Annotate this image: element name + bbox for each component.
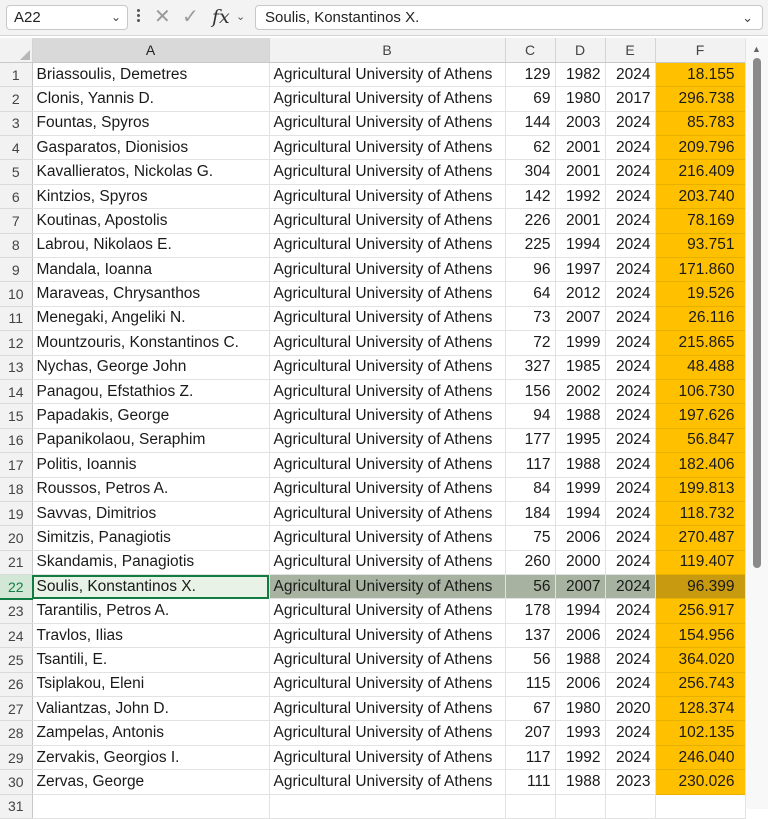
row-header[interactable]: 24 <box>0 623 32 647</box>
cell-university[interactable]: Agricultural University of Athens <box>269 136 505 160</box>
cell-d[interactable]: 1997 <box>555 258 605 282</box>
cell-e[interactable] <box>605 794 655 818</box>
cell-d[interactable]: 1980 <box>555 87 605 111</box>
cell-e[interactable]: 2024 <box>605 306 655 330</box>
cell-d[interactable]: 2001 <box>555 209 605 233</box>
table-row <box>0 87 745 111</box>
cancel-icon[interactable]: ✕ <box>154 6 171 28</box>
column-header-b[interactable]: B <box>269 38 505 62</box>
cell-d[interactable]: 1994 <box>555 233 605 257</box>
column-header-f[interactable]: F <box>655 38 745 62</box>
cell-d[interactable]: 1995 <box>555 428 605 452</box>
cell-c[interactable]: 96 <box>505 258 555 282</box>
cell-e[interactable]: 2024 <box>605 721 655 745</box>
cell-c[interactable]: 129 <box>505 62 555 86</box>
cell-f[interactable]: 256.917 <box>655 599 745 623</box>
cell-d[interactable]: 2006 <box>555 526 605 550</box>
table-row <box>0 355 745 379</box>
row-header[interactable]: 26 <box>0 672 32 696</box>
column-header-a[interactable]: A <box>32 38 269 62</box>
cell-e[interactable]: 2024 <box>605 404 655 428</box>
cell-e[interactable]: 2024 <box>605 62 655 86</box>
table-row <box>0 428 745 452</box>
cell-d[interactable]: 1994 <box>555 501 605 525</box>
cell-e[interactable]: 2020 <box>605 697 655 721</box>
cell-c[interactable]: 184 <box>505 501 555 525</box>
cell-f[interactable]: 96.399 <box>655 575 745 599</box>
cell-c[interactable]: 225 <box>505 233 555 257</box>
cell-e[interactable]: 2024 <box>605 550 655 574</box>
cell-name[interactable]: Zampelas, Antonis <box>32 721 269 745</box>
cell-c[interactable]: 72 <box>505 331 555 355</box>
table-row <box>0 672 745 696</box>
cell-c[interactable]: 156 <box>505 379 555 403</box>
cell-university[interactable]: Agricultural University of Athens <box>269 209 505 233</box>
cell-d[interactable]: 1992 <box>555 184 605 208</box>
cell-university[interactable]: Agricultural University of Athens <box>269 233 505 257</box>
table-row <box>0 111 745 135</box>
cell-d[interactable]: 1999 <box>555 477 605 501</box>
row-header[interactable]: 13 <box>0 355 32 379</box>
cell-f[interactable]: 85.783 <box>655 111 745 135</box>
cell-name[interactable]: Papanikolaou, Seraphim <box>32 428 269 452</box>
cell-e[interactable]: 2024 <box>605 648 655 672</box>
cell-name[interactable]: Travlos, Ilias <box>32 623 269 647</box>
cell-c[interactable] <box>505 794 555 818</box>
cell-f[interactable]: 270.487 <box>655 526 745 550</box>
table-row <box>0 209 745 233</box>
cell-d[interactable]: 1993 <box>555 721 605 745</box>
cell-c[interactable]: 178 <box>505 599 555 623</box>
cell-f[interactable]: 216.409 <box>655 160 745 184</box>
table-row <box>0 160 745 184</box>
cell-c[interactable]: 56 <box>505 575 555 599</box>
row-header[interactable]: 18 <box>0 477 32 501</box>
cell-d[interactable]: 2002 <box>555 379 605 403</box>
cell-f[interactable] <box>655 794 745 818</box>
cell-f[interactable]: 18.155 <box>655 62 745 86</box>
cell-name[interactable]: Skandamis, Panagiotis <box>32 550 269 574</box>
cell-f[interactable]: 203.740 <box>655 184 745 208</box>
cell-name[interactable]: Maraveas, Chrysanthos <box>32 282 269 306</box>
cell-e[interactable]: 2024 <box>605 209 655 233</box>
cell-name[interactable]: Zervas, George <box>32 770 269 794</box>
cell-e[interactable]: 2024 <box>605 599 655 623</box>
cell-d[interactable]: 1988 <box>555 770 605 794</box>
row-header[interactable]: 5 <box>0 160 32 184</box>
cell-university[interactable]: Agricultural University of Athens <box>269 526 505 550</box>
cell-f[interactable]: 209.796 <box>655 136 745 160</box>
cell-f[interactable]: 364.020 <box>655 648 745 672</box>
cell-c[interactable]: 207 <box>505 721 555 745</box>
cell-e[interactable]: 2017 <box>605 87 655 111</box>
cell-name[interactable]: Zervakis, Georgios I. <box>32 745 269 769</box>
cell-university[interactable]: Agricultural University of Athens <box>269 745 505 769</box>
cell-c[interactable]: 84 <box>505 477 555 501</box>
cell-d[interactable]: 2007 <box>555 306 605 330</box>
cell-f[interactable]: 246.040 <box>655 745 745 769</box>
name-box-value: A22 <box>14 9 41 26</box>
cell-name[interactable]: Labrou, Nikolaos E. <box>32 233 269 257</box>
cell-d[interactable]: 1994 <box>555 599 605 623</box>
cell-e[interactable]: 2024 <box>605 331 655 355</box>
cell-f[interactable]: 230.026 <box>655 770 745 794</box>
select-all-button[interactable] <box>0 38 32 62</box>
cell-c[interactable]: 94 <box>505 404 555 428</box>
enter-icon[interactable]: ✓ <box>182 6 199 28</box>
column-header-e[interactable]: E <box>605 38 655 62</box>
cell-name[interactable]: Kintzios, Spyros <box>32 184 269 208</box>
formula-input[interactable] <box>255 5 763 30</box>
table-row <box>0 404 745 428</box>
cell-name[interactable]: Savvas, Dimitrios <box>32 501 269 525</box>
table-row <box>0 184 745 208</box>
cell-c[interactable]: 67 <box>505 697 555 721</box>
table-row <box>0 697 745 721</box>
cell-f[interactable]: 296.738 <box>655 87 745 111</box>
row-header[interactable]: 1 <box>0 62 32 86</box>
table-row <box>0 62 745 86</box>
table-row <box>0 501 745 525</box>
row-header[interactable]: 27 <box>0 697 32 721</box>
cell-c[interactable]: 117 <box>505 453 555 477</box>
scroll-up-icon[interactable]: ▲ <box>752 44 761 54</box>
cell-name[interactable]: Panagou, Efstathios Z. <box>32 379 269 403</box>
cell-f[interactable]: 154.956 <box>655 623 745 647</box>
cell-c[interactable]: 73 <box>505 306 555 330</box>
cell-f[interactable]: 171.860 <box>655 258 745 282</box>
column-header-row <box>0 38 745 62</box>
cell-name[interactable]: Tarantilis, Petros A. <box>32 599 269 623</box>
cell-university[interactable]: Agricultural University of Athens <box>269 623 505 647</box>
table-row <box>0 379 745 403</box>
cell-c[interactable]: 260 <box>505 550 555 574</box>
cell-university[interactable]: Agricultural University of Athens <box>269 62 505 86</box>
row-header[interactable]: 17 <box>0 453 32 477</box>
cell-c[interactable]: 75 <box>505 526 555 550</box>
cell-d[interactable]: 1999 <box>555 331 605 355</box>
table-row <box>0 331 745 355</box>
cell-d[interactable]: 2001 <box>555 136 605 160</box>
cell-c[interactable]: 64 <box>505 282 555 306</box>
cell-d[interactable]: 2007 <box>555 575 605 599</box>
cell-f[interactable]: 119.407 <box>655 550 745 574</box>
cell-e[interactable]: 2024 <box>605 428 655 452</box>
cell-name[interactable]: Gasparatos, Dionisios <box>32 136 269 160</box>
cell-name[interactable]: Fountas, Spyros <box>32 111 269 135</box>
table-row <box>0 623 745 647</box>
row-header[interactable]: 30 <box>0 770 32 794</box>
table-row <box>0 770 745 794</box>
cell-c[interactable]: 117 <box>505 745 555 769</box>
cell-d[interactable]: 1980 <box>555 697 605 721</box>
cell-university[interactable]: Agricultural University of Athens <box>269 404 505 428</box>
row-header[interactable]: 22 <box>0 575 32 599</box>
cell-f[interactable]: 78.169 <box>655 209 745 233</box>
cell-university[interactable]: Agricultural University of Athens <box>269 87 505 111</box>
cell-name[interactable]: Clonis, Yannis D. <box>32 87 269 111</box>
row-header[interactable]: 11 <box>0 306 32 330</box>
cell-e[interactable]: 2024 <box>605 184 655 208</box>
table-row <box>0 477 745 501</box>
cell-c[interactable]: 62 <box>505 136 555 160</box>
cell-university[interactable]: Agricultural University of Athens <box>269 282 505 306</box>
cell-d[interactable]: 2000 <box>555 550 605 574</box>
row-header[interactable]: 12 <box>0 331 32 355</box>
cell-e[interactable]: 2024 <box>605 672 655 696</box>
chevron-down-icon[interactable]: ⌄ <box>236 11 246 23</box>
formula-toolbar <box>0 0 768 36</box>
cell-university[interactable]: Agricultural University of Athens <box>269 160 505 184</box>
cell-e[interactable]: 2024 <box>605 575 655 599</box>
table-row <box>0 745 745 769</box>
cell-f[interactable]: 93.751 <box>655 233 745 257</box>
row-header[interactable]: 15 <box>0 404 32 428</box>
chevron-down-icon[interactable]: ⌄ <box>110 10 121 24</box>
cell-f[interactable]: 106.730 <box>655 379 745 403</box>
cell-name[interactable]: Nychas, George John <box>32 355 269 379</box>
cell-d[interactable]: 2006 <box>555 672 605 696</box>
row-header[interactable]: 19 <box>0 501 32 525</box>
cell-e[interactable]: 2024 <box>605 111 655 135</box>
cell-d[interactable]: 2003 <box>555 111 605 135</box>
cell-name[interactable]: Tsantili, E. <box>32 648 269 672</box>
row-header[interactable]: 28 <box>0 721 32 745</box>
cell-e[interactable]: 2024 <box>605 233 655 257</box>
cell-d[interactable]: 1988 <box>555 648 605 672</box>
cell-university[interactable] <box>269 794 505 818</box>
cell-c[interactable]: 115 <box>505 672 555 696</box>
row-header[interactable]: 2 <box>0 87 32 111</box>
cell-name[interactable]: Soulis, Konstantinos X. <box>32 575 269 599</box>
cell-d[interactable]: 2006 <box>555 623 605 647</box>
table-row <box>0 306 745 330</box>
cell-d[interactable]: 1985 <box>555 355 605 379</box>
row-header[interactable]: 20 <box>0 526 32 550</box>
row-header[interactable]: 8 <box>0 233 32 257</box>
cell-d[interactable]: 1992 <box>555 745 605 769</box>
cell-f[interactable]: 215.865 <box>655 331 745 355</box>
cell-e[interactable]: 2024 <box>605 501 655 525</box>
table-row <box>0 282 745 306</box>
vertical-scrollbar[interactable] <box>745 38 768 809</box>
cell-name[interactable]: Mountzouris, Konstantinos C. <box>32 331 269 355</box>
cell-name[interactable]: Tsiplakou, Eleni <box>32 672 269 696</box>
cell-c[interactable]: 111 <box>505 770 555 794</box>
table-row <box>0 721 745 745</box>
row-header[interactable]: 3 <box>0 111 32 135</box>
row-header[interactable]: 7 <box>0 209 32 233</box>
cell-university[interactable]: Agricultural University of Athens <box>269 379 505 403</box>
cell-f[interactable]: 128.374 <box>655 697 745 721</box>
table-row <box>0 648 745 672</box>
cell-e[interactable]: 2024 <box>605 258 655 282</box>
spreadsheet-grid <box>0 38 746 819</box>
cell-name[interactable]: Mandala, Ioanna <box>32 258 269 282</box>
table-row <box>0 526 745 550</box>
row-header[interactable]: 9 <box>0 258 32 282</box>
cell-university[interactable]: Agricultural University of Athens <box>269 258 505 282</box>
cell-university[interactable]: Agricultural University of Athens <box>269 550 505 574</box>
cell-e[interactable]: 2024 <box>605 355 655 379</box>
table-row <box>0 258 745 282</box>
cell-c[interactable]: 327 <box>505 355 555 379</box>
row-header[interactable]: 31 <box>0 794 32 818</box>
cell-f[interactable]: 199.813 <box>655 477 745 501</box>
cell-e[interactable]: 2024 <box>605 453 655 477</box>
cell-name[interactable]: Roussos, Petros A. <box>32 477 269 501</box>
cell-university[interactable]: Agricultural University of Athens <box>269 599 505 623</box>
cell-name[interactable]: Papadakis, George <box>32 404 269 428</box>
cell-university[interactable]: Agricultural University of Athens <box>269 648 505 672</box>
cell-f[interactable]: 102.135 <box>655 721 745 745</box>
cell-university[interactable]: Agricultural University of Athens <box>269 770 505 794</box>
row-header[interactable]: 14 <box>0 379 32 403</box>
cell-f[interactable]: 197.626 <box>655 404 745 428</box>
formula-value: Soulis, Konstantinos X. <box>265 9 420 26</box>
table-row <box>0 599 745 623</box>
more-options-icon[interactable] <box>134 7 142 27</box>
cell-e[interactable]: 2024 <box>605 379 655 403</box>
cell-d[interactable]: 2001 <box>555 160 605 184</box>
table-row <box>0 575 745 599</box>
cell-e[interactable]: 2024 <box>605 160 655 184</box>
cell-name[interactable]: Kavallieratos, Nickolas G. <box>32 160 269 184</box>
cell-c[interactable]: 137 <box>505 623 555 647</box>
cell-f[interactable]: 182.406 <box>655 453 745 477</box>
cell-university[interactable]: Agricultural University of Athens <box>269 672 505 696</box>
cell-c[interactable]: 226 <box>505 209 555 233</box>
cell-name[interactable]: Valiantzas, John D. <box>32 697 269 721</box>
table-row <box>0 233 745 257</box>
cell-f[interactable]: 26.116 <box>655 306 745 330</box>
cell-c[interactable]: 177 <box>505 428 555 452</box>
cell-e[interactable]: 2024 <box>605 477 655 501</box>
column-header-c[interactable]: C <box>505 38 555 62</box>
cell-e[interactable]: 2023 <box>605 770 655 794</box>
cell-f[interactable]: 118.732 <box>655 501 745 525</box>
row-header[interactable]: 23 <box>0 599 32 623</box>
cell-d[interactable]: 1982 <box>555 62 605 86</box>
cell-f[interactable]: 256.743 <box>655 672 745 696</box>
cell-university[interactable]: Agricultural University of Athens <box>269 697 505 721</box>
row-header[interactable]: 6 <box>0 184 32 208</box>
cell-name[interactable]: Politis, Ioannis <box>32 453 269 477</box>
cell-f[interactable]: 56.847 <box>655 428 745 452</box>
name-box[interactable] <box>6 5 128 30</box>
cell-university[interactable]: Agricultural University of Athens <box>269 721 505 745</box>
cell-e[interactable]: 2024 <box>605 623 655 647</box>
cell-c[interactable]: 144 <box>505 111 555 135</box>
cell-d[interactable]: 2012 <box>555 282 605 306</box>
cell-university[interactable]: Agricultural University of Athens <box>269 453 505 477</box>
cell-name[interactable]: Briassoulis, Demetres <box>32 62 269 86</box>
row-header[interactable]: 10 <box>0 282 32 306</box>
cell-d[interactable]: 1988 <box>555 453 605 477</box>
cell-c[interactable]: 56 <box>505 648 555 672</box>
cell-university[interactable]: Agricultural University of Athens <box>269 111 505 135</box>
cell-university[interactable]: Agricultural University of Athens <box>269 331 505 355</box>
cell-name[interactable]: Koutinas, Apostolis <box>32 209 269 233</box>
cell-d[interactable]: 1988 <box>555 404 605 428</box>
cell-f[interactable]: 48.488 <box>655 355 745 379</box>
cell-university[interactable]: Agricultural University of Athens <box>269 184 505 208</box>
expand-formula-bar-icon[interactable]: ⌄ <box>742 10 753 25</box>
table-row <box>0 136 745 160</box>
cell-e[interactable]: 2024 <box>605 526 655 550</box>
table-row <box>0 550 745 574</box>
insert-function-icon[interactable]: fx <box>212 6 230 28</box>
table-row <box>0 453 745 477</box>
cell-c[interactable]: 304 <box>505 160 555 184</box>
row-header[interactable]: 25 <box>0 648 32 672</box>
cell-e[interactable]: 2024 <box>605 745 655 769</box>
row-header[interactable]: 21 <box>0 550 32 574</box>
cell-name[interactable] <box>32 794 269 818</box>
row-header[interactable]: 16 <box>0 428 32 452</box>
cell-university[interactable]: Agricultural University of Athens <box>269 477 505 501</box>
row-header[interactable]: 29 <box>0 745 32 769</box>
cell-university[interactable]: Agricultural University of Athens <box>269 355 505 379</box>
row-header[interactable]: 4 <box>0 136 32 160</box>
cell-d[interactable] <box>555 794 605 818</box>
cell-university[interactable]: Agricultural University of Athens <box>269 501 505 525</box>
cell-c[interactable]: 69 <box>505 87 555 111</box>
cell-name[interactable]: Menegaki, Angeliki N. <box>32 306 269 330</box>
cell-f[interactable]: 19.526 <box>655 282 745 306</box>
table-row <box>0 794 745 818</box>
column-header-d[interactable]: D <box>555 38 605 62</box>
cell-university[interactable]: Agricultural University of Athens <box>269 428 505 452</box>
cell-university[interactable]: Agricultural University of Athens <box>269 306 505 330</box>
cell-name[interactable]: Simitzis, Panagiotis <box>32 526 269 550</box>
cell-e[interactable]: 2024 <box>605 282 655 306</box>
cell-e[interactable]: 2024 <box>605 136 655 160</box>
cell-university[interactable]: Agricultural University of Athens <box>269 575 505 599</box>
scrollbar-thumb[interactable] <box>753 58 761 568</box>
cell-c[interactable]: 142 <box>505 184 555 208</box>
